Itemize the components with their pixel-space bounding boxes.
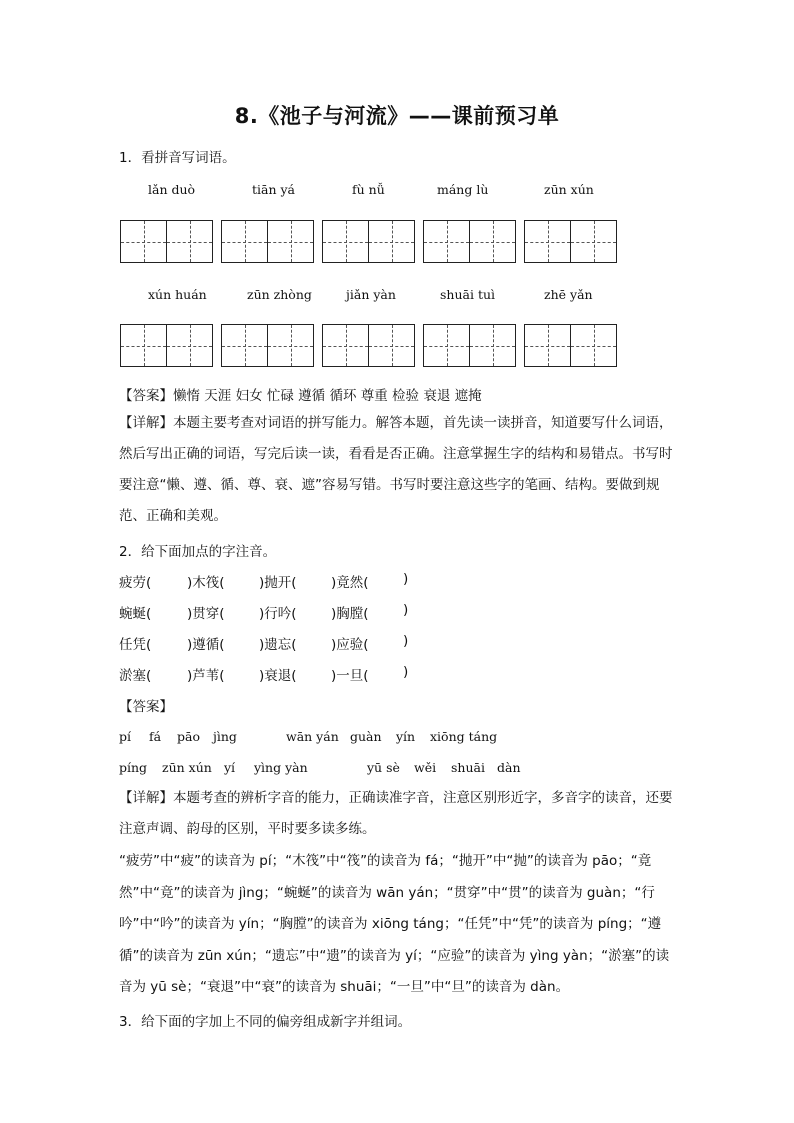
answer-pinyin: fá bbox=[149, 729, 162, 744]
writing-grid[interactable] bbox=[524, 324, 617, 367]
writing-grid[interactable] bbox=[221, 220, 314, 263]
answer-pinyin: xiōng táng bbox=[430, 729, 498, 744]
question-2-explanation: “疲劳”中“疲”的读音为 pí；“木筏”中“筏”的读音为 fá；“抛开”中“抛”的读音为 pāo；“竟然”中“竟”的读音为 jìng；“蜿蜒”的读音为 wān yán；“贯穿”中“贯”的读音为 guàn；“行吟”中“吟”的读音为 yín；“胸膛”的读音为 xiōng táng；“任凭”中“凭”的读音为 píng；“遵循”的读音为 zūn xún；“遗忘”中“遗”的读音为 yí；“应验”的读音为 yìng yàn；“淤塞”的读音为 yū sè；“衰退”中“衰”的读音为 shuāi；“一旦”中“旦”的读音为 dàn。 bbox=[119, 853, 670, 995]
writing-grid[interactable] bbox=[120, 220, 213, 263]
pinyin-label: fù nǚ bbox=[352, 182, 385, 197]
question-2-answer-label: 【答案】 bbox=[119, 699, 173, 715]
question-3-heading: 3．给下面的字加上不同的偏旁组成新字并组词。 bbox=[119, 1014, 412, 1030]
answer-pinyin: dàn bbox=[497, 760, 521, 775]
writing-grid[interactable] bbox=[221, 324, 314, 367]
answer-pinyin: yín bbox=[396, 729, 416, 744]
answer-pinyin: wān yán bbox=[286, 729, 339, 744]
writing-grid[interactable] bbox=[423, 324, 516, 367]
pinyin-label: zhē yǎn bbox=[544, 287, 593, 302]
page-title: 8.《池子与河流》——课前预习单 bbox=[234, 104, 560, 128]
pinyin-label: tiān yá bbox=[252, 182, 296, 197]
answer-pinyin: pí bbox=[119, 729, 131, 744]
writing-grid[interactable] bbox=[120, 324, 213, 367]
answer-pinyin: yìng yàn bbox=[254, 760, 308, 775]
pinyin-label: máng lù bbox=[437, 182, 489, 197]
pinyin-label: zūn zhòng bbox=[247, 287, 312, 302]
answer-pinyin: wěi bbox=[414, 760, 437, 775]
answer-pinyin: pāo bbox=[177, 729, 200, 744]
writing-grid[interactable] bbox=[322, 220, 415, 263]
pinyin-label: lǎn duò bbox=[148, 182, 196, 197]
writing-grid[interactable] bbox=[524, 220, 617, 263]
answer-pinyin: yū sè bbox=[367, 760, 400, 775]
question-1-heading: 1．看拼音写词语。 bbox=[119, 150, 236, 166]
question-1-detail: 【详解】本题主要考查对词语的拼写能力。解答本题，首先读一读拼音，知道要写什么词语，然后写出正确的词语，写完后读一读，看看是否正确。注意掌握生字的结构和易错点。书写时要注意“懒、遵、循、尊、衰、遮”容易写错。书写时要注意这些字的笔画、结构。要做到规范、正确和美观。 bbox=[119, 415, 673, 524]
answer-pinyin: yí bbox=[224, 760, 236, 775]
answer-pinyin: píng bbox=[119, 760, 148, 775]
pinyin-label: zūn xún bbox=[544, 182, 594, 197]
writing-grid[interactable] bbox=[423, 220, 516, 263]
pinyin-label: jiǎn yàn bbox=[346, 287, 396, 302]
pinyin-label: xún huán bbox=[148, 287, 207, 302]
pinyin-label: shuāi tuì bbox=[440, 287, 496, 302]
writing-grid[interactable] bbox=[322, 324, 415, 367]
answer-pinyin: jìng bbox=[213, 729, 237, 744]
answer-pinyin: zūn xún bbox=[162, 760, 212, 775]
question-2-detail: 【详解】本题考查的辨析字音的能力，正确读准字音，注意区别形近字，多音字的读音，还要注意声调、韵母的区别，平时要多读多练。 bbox=[119, 790, 673, 837]
question-1-answer: 【答案】懒惰 天涯 妇女 忙碌 遵循 循环 尊重 检验 衰退 遮掩 bbox=[119, 388, 482, 404]
question-2-heading: 2．给下面加点的字注音。 bbox=[119, 544, 277, 560]
answer-pinyin: guàn bbox=[350, 729, 382, 744]
answer-pinyin: shuāi bbox=[451, 760, 485, 775]
